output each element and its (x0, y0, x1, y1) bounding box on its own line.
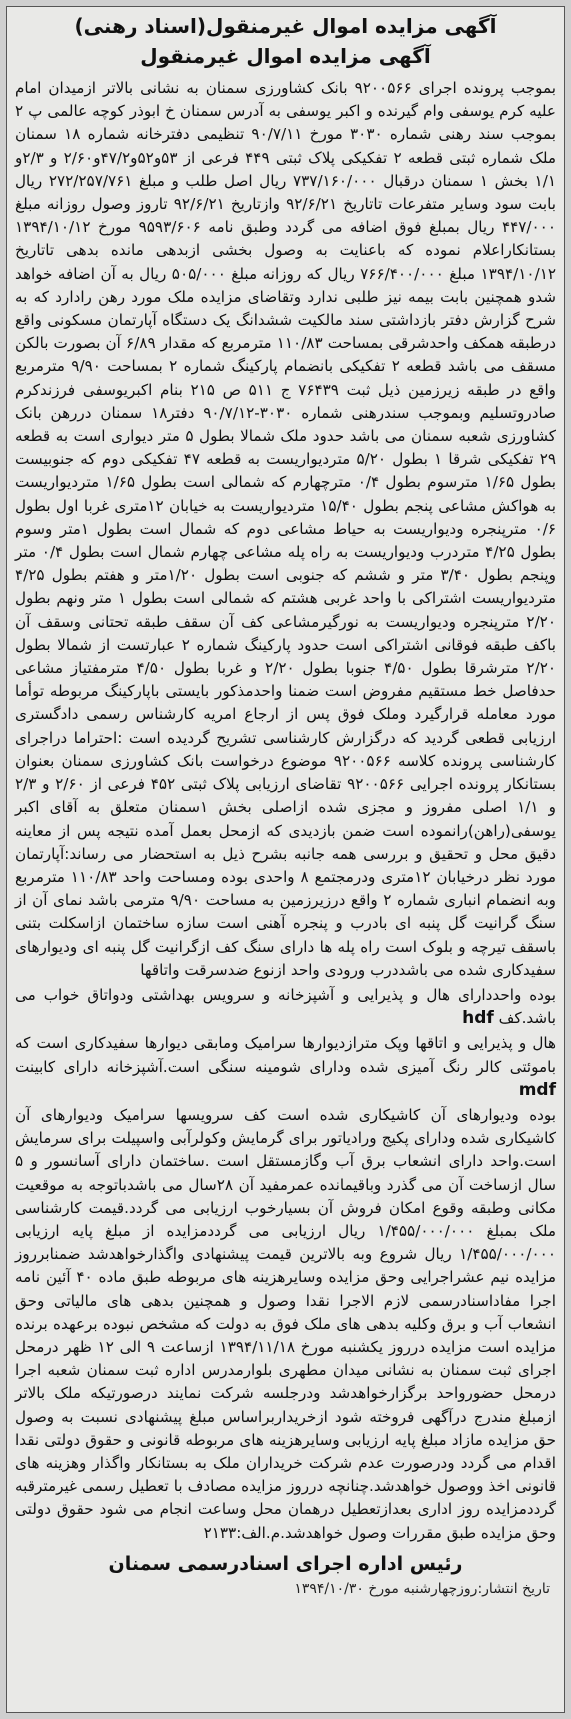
notice-subtitle: آگهی مزایده اموال غیرمنقول (140, 44, 431, 68)
paragraph-rooms-text: بوده واحددارای هال و پذیرایی و آشپزخانه و سرویس بهداشتی ودواتاق خواب می باشد.کف (15, 985, 556, 1028)
paragraph-main: بموجب پرونده اجرای ۹۲۰۰۵۶۶ بانک کشاورزی سمنان به نشانی بالاتر ازمیدان امام علیه کرم یوسفی وام گیرنده و اکبر یوسفی به آدرس سمنان خ ابوذر کوچه عالمی پ ۲ بموجب سند رهنی شماره ۳۰۳۰ مورخ ۹۰/۷/۱۱ تنظیمی دفترخانه شماره ۱۸ سمنان ملک شماره ثبتی قطعه ۲ تفکیکی پلاک ثبتی ۴۴۹ فرعی از ۵۳و۵۲و۴۷/۲و۲/۶۰ و ۲/۳و ۱/۱ بخش ۱ سمنان درقبال ۷۳۷/۱۶۰/۰۰۰ ریال اصل طلب و مبلغ ۲۷۲/۲۵۷/۷۶۱ ریال بابت سود وسایر متفرعات تاتاریخ ۹۲/۶/۲۱ وازتاریخ ۹۲/۶/۲۱ تاروز وصول روزانه مبلغ ۴۴۷/۰۰۰ ریال بمبلغ فوق اضافه می گردد وطبق نامه ۹۵۹۳/۶۰۶ مورخ ۱۳۹۴/۱۰/۱۲ بستانکاراعلام نموده که باعنایت به وصول بخشی ازبدهی مانده بدهی تاتاریخ ۱۳۹۴/۱۰/۱۲ مبلغ ۷۶۶/۴۰۰/۰۰۰ ریال که روزانه مبلغ ۵۰۵/۰۰۰ ریال به آن اضافه خواهد شدو همچنین بابت بیمه نیز طلبی ندارد وتقاضای مزایده ملک مورد رهن رادارد که به شرح گزارش دفتر بازداشتی سند مالکیت ششدانگ یک دستگاه آپارتمان مسکونی واقع درطبقه همکف واحدشرقی بمساحت ۱۱۰/۸۳ مترمربع که مقدار ۶/۸۹ آن بصورت بالکن مسقف می باشد قطعه ۲ تفکیکی بانضمام پارکینگ شماره ۲ بمساحت ۹/۹۰ مترمربع واقع در طبقه زیرزمین ذیل ثبت ۷۶۴۳۹ ج ۵۱۱ ص ۲۱۵ بنام اکبریوسفی فرزندکرم صادروتسلیم وبموجب سندرهنی شماره ۳۰۳۰-۹۰/۷/۱۲ دفتر۱۸ سمنان دررهن بانک کشاورزی شعبه سمنان می باشد حدود ملک شمالا بطول ۵ متر دیواری است به قطعه ۲۹ تفکیکی شرقا ۱ بطول ۵/۲۰ متردیواریست به قطعه ۴۷ تفکیکی دوم که جنوبیست بطول ۱/۶۵ مترسوم بطول ۰/۴ مترچهارم که شمالی است بطول ۱/۶۵ متردیواریست به هواکش مشاعی پنجم بطول ۱۵/۴۰ متردیواریست به خیابان ۱۲متری غربا اول بطول ۰/۶ مترپنجره ودیواریست به حیاط مشاعی دوم که شمال است بطول ۱متر وسوم بطول ۴/۲۵ متردرب ودیواریست به راه پله مشاعی چهارم شمال است بطول ۰/۴ متر وپنجم بطول ۳/۴۰ متر و ششم که جنوبی است بطول ۱/۲۰متر و هفتم بطول ۴/۲۵ متردیواریست اشتراکی با واحد غربی هشتم که شمالی است بطول ۱ متر ونهم بطول ۲/۲۰ مترپنجره ودیواریست به نورگیرمشاعی کف آن سقف طبقه تحتانی وسقف آن باکف طبقه فوقانی اشتراکی است حدود پارکینگ شماره ۲ عبارتست از شمالا بطول ۲/۲۰ مترشرقا بطول ۴/۵۰ جنوبا بطول ۲/۲۰ و غربا بطول ۴/۵۰ مترمفتیاز مشاعی حدفاصل خط مستقیم مفروض است ضمنا واحدمذکور بایستی باپارکینگ مربوطه توأما مورد معامله قرارگیرد وملک فوق پس از ارجاع امریه کارشناس رسمی دادگستری ارزیابی قطعی گردید که درگزارش کارشناسی تشریح گردیده است :احتراما دراجرای کارشناسی پرونده کلاسه ۹۲۰۰۵۶۶ موضوع درخواست بانک کشاورزی سمنان بعنوان بستانکار پرونده اجرایی ۹۲۰۰۵۶۶ تقاضای ارزیابی پلاک ثبتی ۴۵۲ فرعی از ۲/۶۰ و ۲/۳ و ۱/۱ اصلی مفروز و مجزی شده ازاصلی بخش ۱سمنان متعلق به آقای اکبر یوسفی(راهن)رانموده است ضمن بازدیدی که ازمحل بعمل آمده نتیجه پس از معاینه دقیق محل و تحقیق و بررسی همه جانبه بشرح ذیل به استحضار می رساند:آپارتمان مورد نظر درخیابان ۱۲متری ودرمجتمع ۸ واحدی بوده ومساحت واحد ۱۱۰/۸۳ مترمربع وبه انضمام انباری شماره ۲ واقع درزیرزمین به مساحت ۹/۹۰ مترمی باشد نمای آن از سنگ گرانیت گل پنبه ای بادرب و پنجره آهنی است سازه ساختمان ازاسکلت بتنی باسقف تیرچه و بلوک است راه پله ها دارای سنگ کف ازگرانیت گل پنبه ای ودیوارهای سفیدکاری شده می باشددرب ورودی واحد ازنوع ضدسرقت واتاقها (15, 79, 557, 979)
hdf-label: hdf (462, 1008, 494, 1029)
mdf-label: mdf (518, 1079, 556, 1100)
signature-line: رئیس اداره اجرای اسنادرسمی سمنان (108, 1552, 463, 1575)
publish-date: تاریخ انتشار:روزچهارشنبه مورخ ۱۳۹۴/۱۰/۳۰ (294, 1580, 550, 1597)
paragraph-floors-text: هال و پذیرایی و اتاقها وپک مترازدیوارها سرامیک ومابقی دیوارها سفیدکاری است که باموئتی کالر رنگ آمیزی شده ودارای شومینه سنگی است.آشپزخانه دارای کابینت (15, 1034, 556, 1076)
notice-header (13, 11, 558, 71)
paragraph-auction-terms: بوده ودیوارهای آن کاشیکاری شده است کف سرویسها سرامیک ودیوارهای آن کاشیکاری شده ودارای پکیج ورادیاتور برای گرمایش وکولرآبی واسپیلت برای سرمایش است.واحد دارای انشعاب برق آب وگازمستقل است .ساختمان دارای آسانسور و ۵ سال ازساخت آن می گذرد وباقیمانده عمرمفید آن ۲۸سال می باشدباتوجه به موقعیت مکانی وطبقه وقوع امکان فروش آن بسیارخوب ارزیابی می گردد.قیمت کارشناسی ملک بمبلغ ۱/۴۵۵/۰۰۰/۰۰۰ ریال ارزیابی می گرددمزایده از مبلغ پایه ارزیابی ۱/۴۵۵/۰۰۰/۰۰۰ ریال شروع وبه بالاترین قیمت پیشنهادی واگذارخواهدشد ضمنابرروز مزایده نیم عشراجرایی وحق مزایده وسایرهزینه های مربوطه طبق ماده ۴۰ آئین نامه اجرا مفاداسنادرسمی لازم الاجرا نقدا وصول و همچنین بدهی های مالیاتی وحق انشعاب آب و برق وکلیه بدهی های ملک فوق به دولت که مشخص نبوده برعهده برنده مزایده است مزایده درروز یکشنبه مورخ ۱۳۹۴/۱۱/۱۸ ازساعت ۹ الی ۱۲ ظهر درمحل اجرای ثبت سمنان به نشانی میدان مطهری بلوارمدرس اداره ثبت سمنان شعبه اجرا درمحل حضورواحد برگزارخواهدشد ودرجلسه شرکت نمایند درصورتیکه ملک بالاتر ازمبلغ مندرج درآگهی فروخته شود ازخریداربراساس مبلغ پیشنهادی نسبت به وصول حق مزایده مازاد مبلغ پایه ارزیابی وسایرهزینه های مربوطه قانونی و حقوق دولتی نقدا اقدام می گردد ودرصورت عدم شرکت خریداران ملک به بستانکار واگذار وهزینه های قانونی اخذ ووصول خواهدشد.چنانچه درروز مزایده مصادف با تعطیل رسمی غیرمترقبه گرددمزایده روز اداری بعدازتعطیل درهمان محل وساعت انجام می شود حقوق دولتی وحق مزایده طبق مقررات وصول خواهدشد.م.الف:۲۱۳۳ (15, 1105, 557, 1542)
notice-body (7, 77, 564, 1545)
paragraph-rooms (15, 984, 556, 1030)
newspaper-notice (6, 6, 565, 1713)
notice-title: آگهی مزایده اموال غیرمنقول(اسناد رهنی) (74, 14, 497, 38)
paragraph-floors (15, 1032, 556, 1102)
